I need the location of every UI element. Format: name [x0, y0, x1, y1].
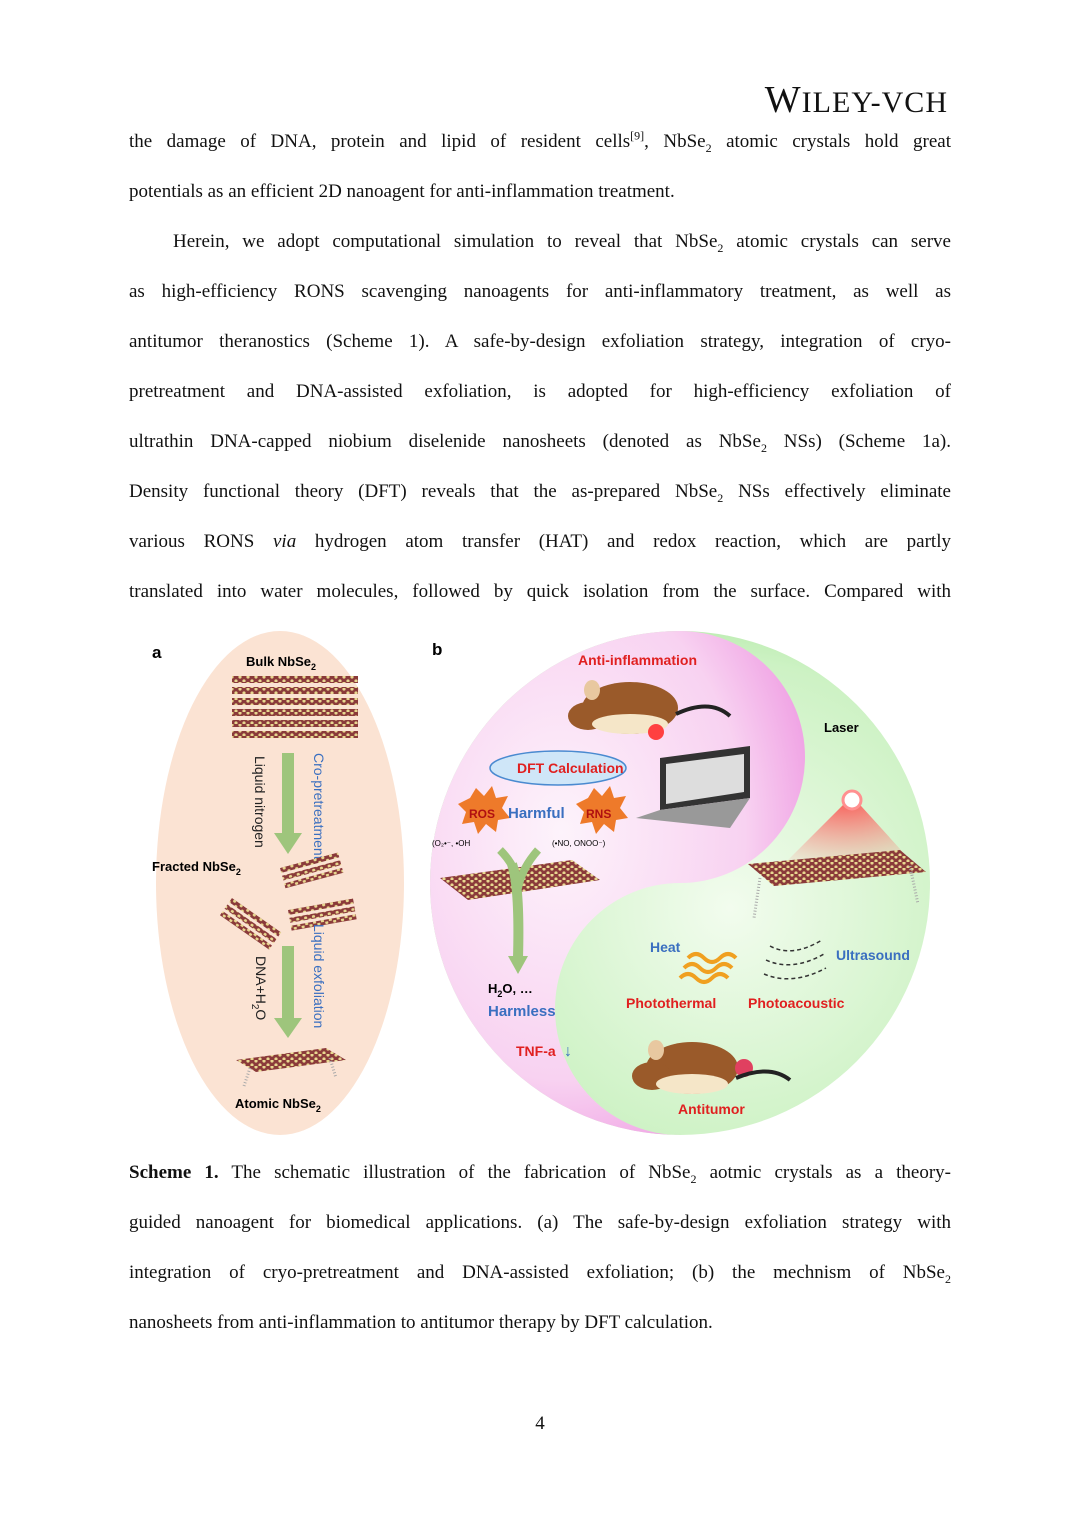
- text-line: integration of cryo-pretreatment and DNA-assisted exfoliation; (b) the mechnism of NbSe$_2$: [129, 1262, 951, 1286]
- publisher-logo: WILEY-VCH: [764, 79, 948, 121]
- paragraph-1: [129, 117, 951, 217]
- text-line: pretreatment and DNA-assisted exfoliation, is adopted for high-efficiency exfoliation of: [129, 381, 951, 402]
- tnf-label: TNF-a: [516, 1043, 556, 1059]
- dna-water-label: $DNA+H_2O$: [249, 956, 269, 1021]
- down-arrow-icon: ↓: [564, 1043, 572, 1060]
- scheme-1-figure: [140, 628, 940, 1138]
- text-line: the damage of DNA, protein and lipid of resident cells[9], NbSe$_2$ atomic crystals hold great: [129, 128, 951, 155]
- text-line: Herein, we adopt computational simulation to reveal that NbSe$_2$ atomic crystals can serve: [173, 231, 951, 255]
- liquid-nitrogen-label: Liquid nitrogen: [252, 756, 268, 848]
- cryo-pretreatment-label: Cro-pretreatment: [311, 753, 327, 860]
- text-line: Density functional theory (DFT) reveals that the as-prepared NbSe$_2$ NSs effectively eliminate: [129, 481, 951, 505]
- dft-calculation-label: DFT Calculation: [517, 760, 624, 776]
- paragraph-2: [129, 217, 951, 617]
- harmless-label: Harmless: [488, 1003, 556, 1020]
- ultrasound-label: Ultrasound: [836, 947, 910, 963]
- page-number: 4: [535, 1413, 545, 1434]
- text-line: ultrathin DNA-capped niobium diselenide nanosheets (denoted as NbSe$_2$ NSs) (Scheme 1a).: [129, 431, 951, 455]
- atomic-nbse2-label: Atomic NbSe$_2$: [235, 1096, 321, 1114]
- fracted-nbse2-label: Fracted NbSe$_2$: [152, 859, 241, 877]
- rns-label: RNS: [586, 807, 612, 821]
- water-label: $H_2O$, …: [488, 981, 533, 999]
- antitumor-label: Antitumor: [678, 1101, 745, 1117]
- text-line: as high-efficiency RONS scavenging nanoagents for anti-inflammatory treatment, as well as: [129, 281, 951, 302]
- text-line: translated into water molecules, followed by quick isolation from the surface. Compared with: [129, 581, 951, 602]
- photothermal-label: Photothermal: [626, 995, 717, 1011]
- text-line: antitumor theranostics (Scheme 1). A safe-by-design exfoliation strategy, integration of cryo-: [129, 331, 951, 352]
- text-line: guided nanoagent for biomedical applications. (a) The safe-by-design exfoliation strategy with: [129, 1212, 951, 1233]
- figure-caption: [129, 1148, 951, 1348]
- rns-species-label: (•NO, ONOO⁻): [552, 839, 606, 848]
- laser-label: Laser: [824, 720, 859, 735]
- text-line: potentials as an efficient 2D nanoagent for anti-inflammation treatment.: [129, 181, 675, 202]
- liquid-exfoliation-label: Liquid exfoliation: [311, 924, 327, 1029]
- ros-label: ROS: [469, 807, 496, 821]
- harmful-label: Harmful: [508, 805, 565, 822]
- panel-a-label: a: [152, 643, 162, 662]
- anti-inflammation-label: Anti-inflammation: [578, 652, 697, 668]
- text-line: Scheme 1. The schematic illustration of the fabrication of NbSe$_2$ aotmic crystals as a theory-: [129, 1162, 951, 1186]
- bulk-nbse2-label: Bulk NbSe$_2$: [246, 654, 317, 672]
- heat-label: Heat: [650, 939, 681, 955]
- panel-b-label: b: [432, 640, 443, 659]
- text-line: nanosheets from anti-inflammation to antitumor therapy by DFT calculation.: [129, 1312, 713, 1333]
- ros-species-label: (O₂•⁻, •OH: [432, 839, 471, 848]
- photoacoustic-label: Photoacoustic: [748, 995, 845, 1011]
- text-line: various RONS via hydrogen atom transfer (HAT) and redox reaction, which are partly: [129, 531, 951, 552]
